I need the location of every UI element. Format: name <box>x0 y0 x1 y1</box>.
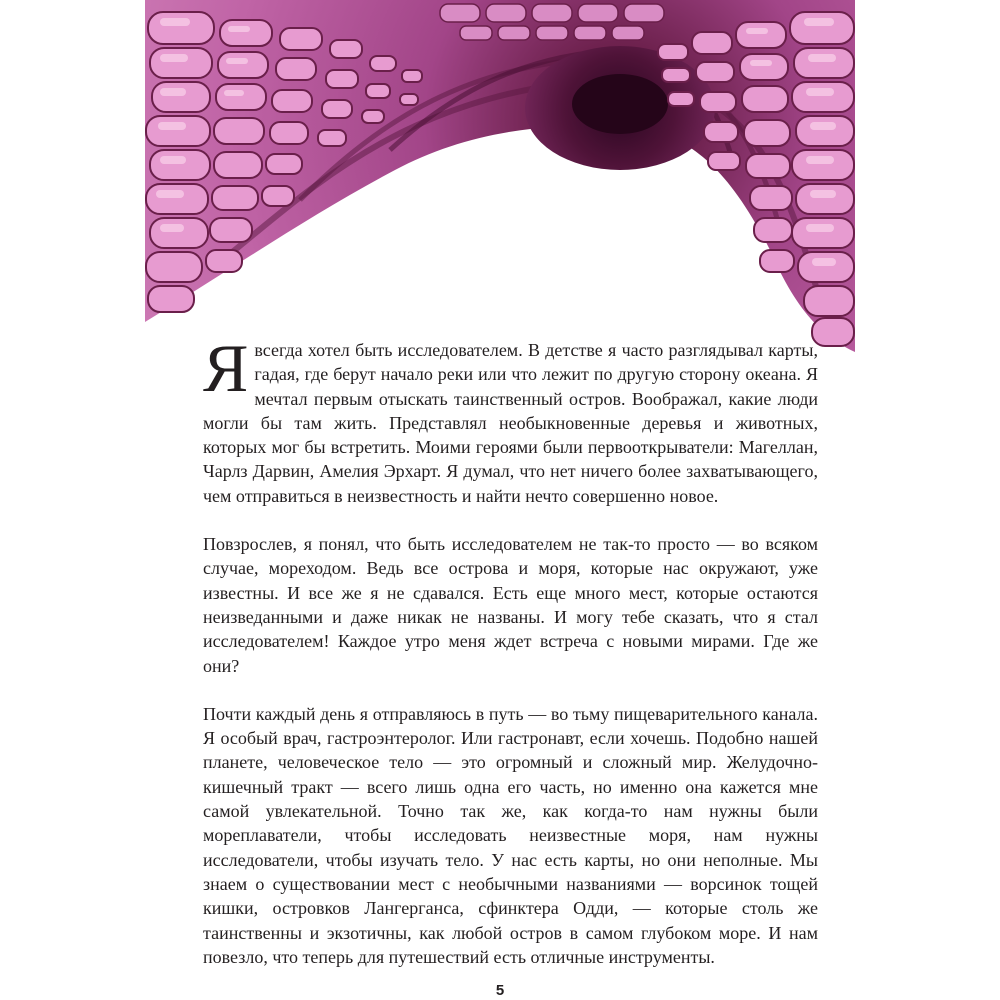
paragraph-3: Почти каждый день я отправляюсь в путь — во тьму пищеварительного канала. Я особый врач, гастроэнтеролог. Или гастронавт, если хочешь. Подобно нашей планете, человеческое тело — это огромный и сложный мир. Желудочно-кишечный тракт — всего лишь одна его часть, но именно она кажется мне самой увлекательной. Точно так же, как когда-то нам нужны были мореплаватели, чтобы исследовать неизвестные моря, нам нужны исследователи, чтобы изучать тело. У нас есть карты, но они неполные. Мы знаем о существовании мест с необычными названиями — ворсинок тощей кишки, островков Лангерганса, сфинктера Одди, — которые столь же таинственны и экзотичны, как любой остров в самом глубоком море. И нам повезло, что теперь для путешествий есть отличные инструменты. <box>203 703 818 967</box>
paragraph-1 <box>203 330 818 508</box>
page-number: 5 <box>495 982 505 999</box>
drop-cap: Я <box>203 330 249 406</box>
body-text <box>203 332 818 993</box>
paragraph-1-text: всегда хотел быть исследователем. В детстве я часто разглядывал карты, гадая, где берут начало реки или что лежит по другую сторону океана. Я мечтал первым отыскать таинственный остров. Воображал, какие люди могли бы там жить. Представлял необыкновенные деревья и животных, которых мог бы встретить. Моими героями были первооткрыватели: Магеллан, Чарлз Дарвин, Амелия Эрхарт. Я думал, что нет ничего более захватывающего, чем отправиться в неизвестность и найти нечто совершенно новое. <box>203 340 818 506</box>
paragraph-2: Повзрослев, я понял, что быть исследователем не так-то просто — во всяком случае, мореходом. Ведь все острова и моря, которые нас окружают, уже известны. И все же я не сдавался. Есть еще много мест, которые остаются неизведанными и даже никак не названы. И могу тебе сказать, что я стал исследователем! Каждое утро меня ждет встреча с новыми мирами. Где же они? <box>203 534 818 676</box>
intestine-tunnel-illustration <box>0 0 1000 360</box>
